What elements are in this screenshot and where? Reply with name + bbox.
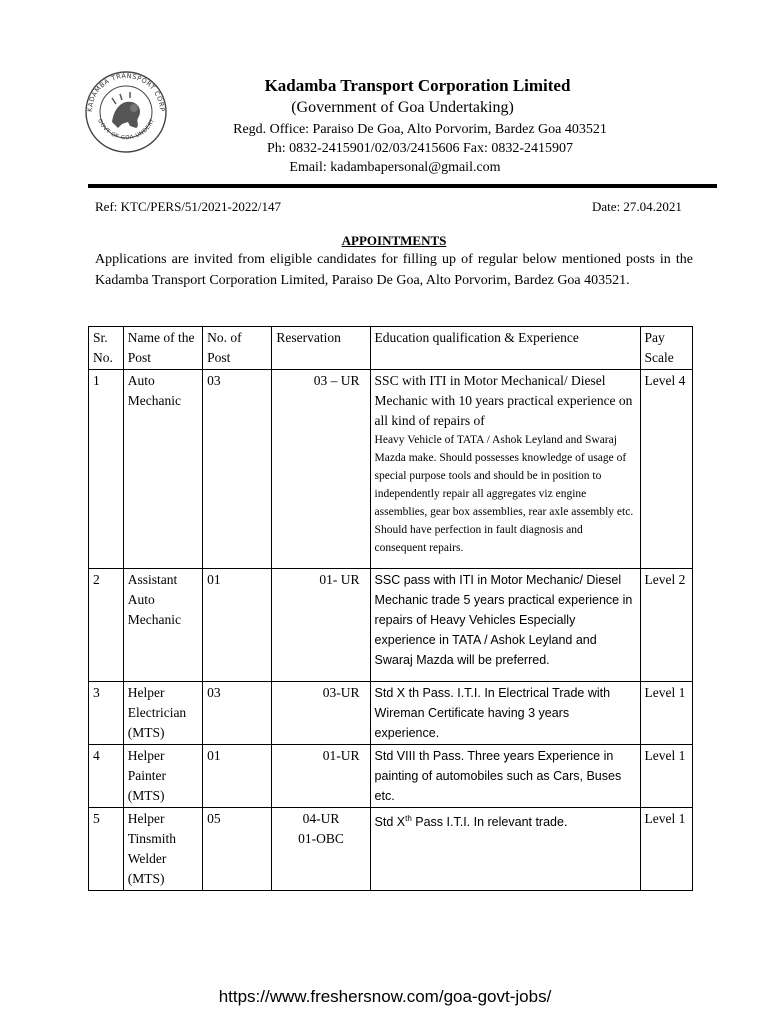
cell-no-of-post: 01 xyxy=(203,569,272,682)
table-row xyxy=(89,569,693,682)
cell-sr: 5 xyxy=(89,808,124,891)
cell-no-of-post: 03 xyxy=(203,370,272,569)
table-row xyxy=(89,808,693,891)
cell-pay-scale: Level 1 xyxy=(640,682,692,745)
header-divider xyxy=(88,184,717,188)
cell-pay-scale: Level 2 xyxy=(640,569,692,682)
footer-url: https://www.freshersnow.com/goa-govt-jobs/ xyxy=(218,987,552,1006)
header-sr-no: Sr. No. xyxy=(89,327,124,370)
cell-pay-scale: Level 1 xyxy=(640,808,692,891)
org-address: Regd. Office: Paraiso De Goa, Alto Porvorim, Bardez Goa 403521 xyxy=(233,122,607,137)
cell-reservation: 01- UR xyxy=(272,569,370,682)
org-name: Kadamba Transport Corporation Limited xyxy=(264,76,571,95)
cell-sr: 3 xyxy=(89,682,124,745)
cell-education: SSC pass with ITI in Motor Mechanic/ Diesel Mechanic trade 5 years practical experience in repairs of Heavy Vehicles Especially experience in TATA / Ashok Leyland and Swaraj Mazda will be preferred. xyxy=(370,569,640,682)
cell-sr: 1 xyxy=(89,370,124,569)
svg-text:KADAMBA TRANSPORT CORPORATION: KADAMBA TRANSPORT CORP xyxy=(85,71,167,113)
cell-sr: 2 xyxy=(89,569,124,682)
cell-education xyxy=(370,808,640,891)
header-reservation: Reservation xyxy=(272,327,370,370)
cell-post-name: Helper Electrician (MTS) xyxy=(123,682,202,745)
table-row xyxy=(89,370,693,569)
education-extra-text: Heavy Vehicle of TATA / Ashok Leyland and Swaraj Mazda make. Should possesses knowledge of usage of special purpose tools and should be in position to independently repair all aggregates viz engine assemblies, gear box assemblies, rear axle assembly etc. Should have perfection in fault diagnosis and consequent repairs. xyxy=(374,434,634,554)
cell-education: Std X th Pass. I.T.I. In Electrical Trade with Wireman Certificate having 3 years experience. xyxy=(370,682,640,745)
header-post-name: Name of the Post xyxy=(123,327,202,370)
cell-post-name: Auto Mechanic xyxy=(123,370,202,569)
svg-text:GOVT OF GOA UNDERTAKING: GOVT OF GOA UNDERT xyxy=(96,118,156,142)
intro-paragraph: Applications are invited from eligible candidates for filling up of regular below mentioned posts in the Kadamba Transport Corporation Limited, Paraiso De Goa, Alto Porvorim, Bardez Goa 403521. xyxy=(95,252,693,288)
cell-education: Std VIII th Pass. Three years Experience in painting of automobiles such as Cars, Buses etc. xyxy=(370,745,640,808)
posts-table xyxy=(88,326,693,891)
table-row xyxy=(89,682,693,745)
section-heading: APPOINTMENTS xyxy=(341,233,447,248)
cell-sr: 4 xyxy=(89,745,124,808)
education-superscript: th xyxy=(405,814,412,823)
education-pre: Std X xyxy=(374,815,406,830)
table-row xyxy=(89,745,693,808)
cell-no-of-post: 03 xyxy=(203,682,272,745)
cell-pay-scale: Level 4 xyxy=(640,370,692,569)
header-no-of-post: No. of Post xyxy=(203,327,272,370)
cell-education xyxy=(370,370,640,569)
table-header-row xyxy=(89,327,693,370)
header-education: Education qualification & Experience xyxy=(370,327,640,370)
cell-post-name: Helper Painter (MTS) xyxy=(123,745,202,808)
cell-post-name: Assistant Auto Mechanic xyxy=(123,569,202,682)
org-email: Email: kadambapersonal@gmail.com xyxy=(289,160,501,175)
header-pay-scale: Pay Scale xyxy=(640,327,692,370)
cell-reservation: 03 – UR xyxy=(272,370,370,569)
cell-no-of-post: 01 xyxy=(203,745,272,808)
cell-pay-scale: Level 1 xyxy=(640,745,692,808)
education-post: Pass I.T.I. In relevant trade. xyxy=(411,815,568,830)
cell-reservation: 01-UR xyxy=(272,745,370,808)
org-subtitle: (Government of Goa Undertaking) xyxy=(291,99,514,116)
cell-reservation: 03-UR xyxy=(272,682,370,745)
cell-reservation xyxy=(272,808,370,891)
notice-date: Date: 27.04.2021 xyxy=(592,199,682,214)
reservation-ur: 04-UR xyxy=(302,811,340,826)
reservation-obc: 01-OBC xyxy=(298,831,344,846)
org-phone: Ph: 0832-2415901/02/03/2415606 Fax: 0832-2415907 xyxy=(266,141,574,156)
reference-number: Ref: KTC/PERS/51/2021-2022/147 xyxy=(95,199,281,214)
cell-no-of-post: 05 xyxy=(203,808,272,891)
education-main-text: SSC with ITI in Motor Mechanical/ Diesel Mechanic with 10 years practical experience on all kind of repairs of xyxy=(374,373,633,428)
cell-post-name: Helper Tinsmith Welder (MTS) xyxy=(123,808,202,891)
